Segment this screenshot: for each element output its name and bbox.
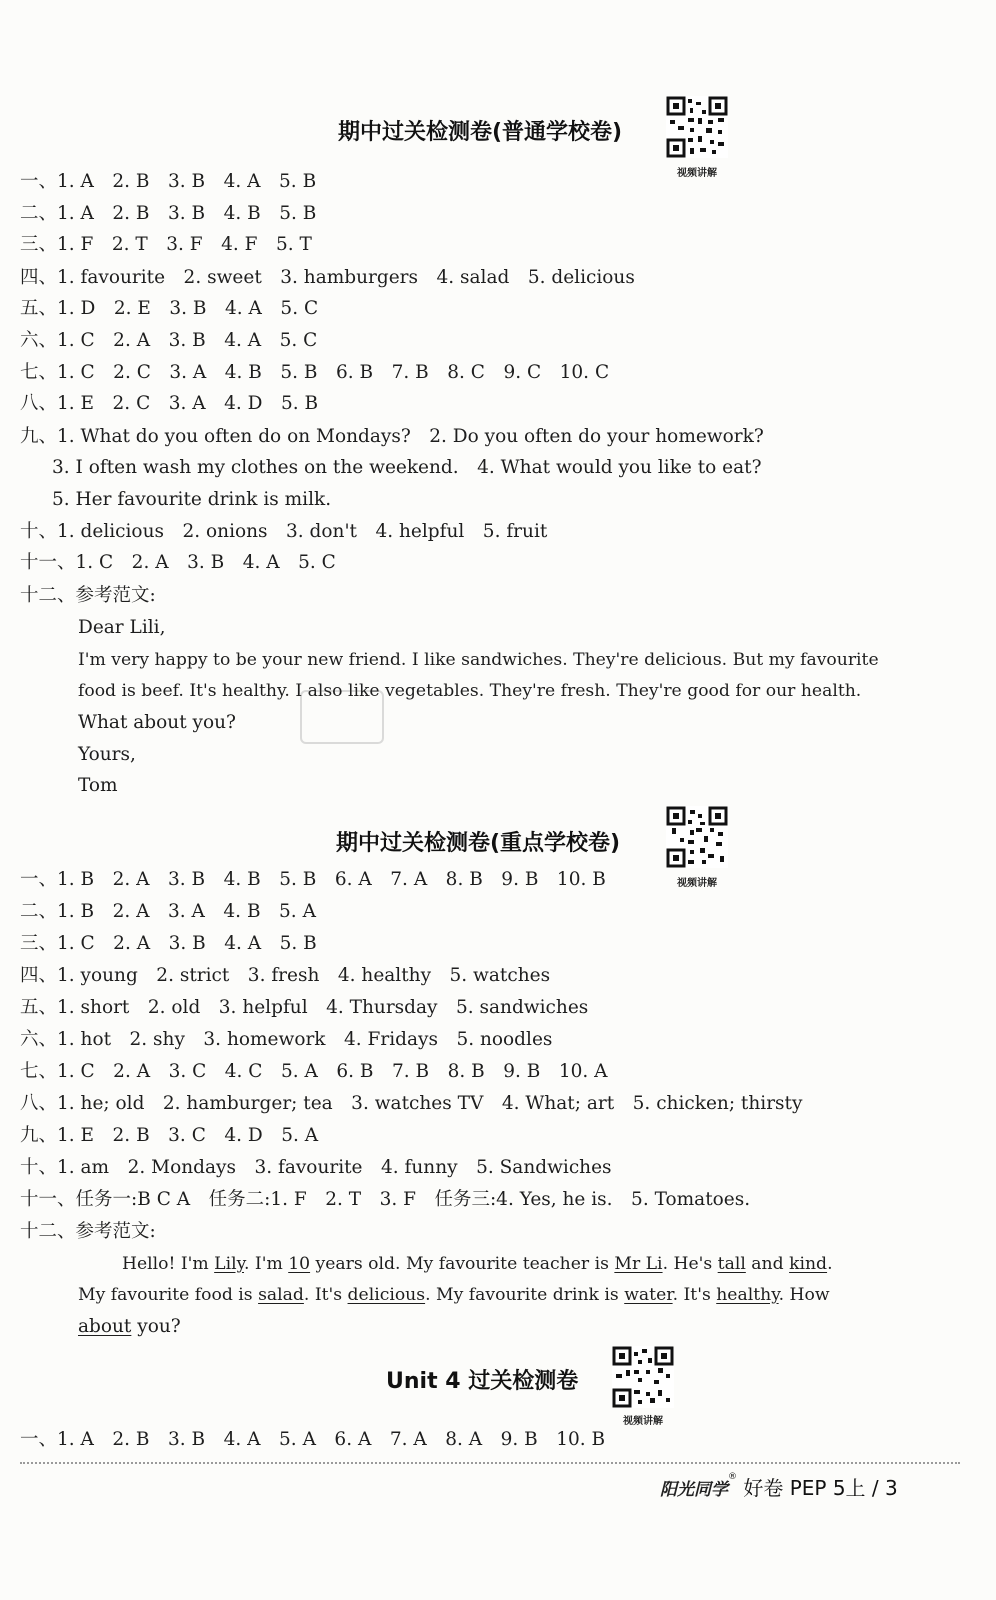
answer-line: 九、1. E 2. B 3. C 4. D 5. A bbox=[20, 1125, 319, 1146]
qr-code-icon[interactable] bbox=[666, 806, 728, 868]
answer-line: 六、1. hot 2. shy 3. homework 4. Fridays 5. noodles bbox=[20, 1029, 553, 1050]
essay-line: What about you? bbox=[78, 712, 236, 733]
section-title-midterm-regular: 期中过关检测卷(普通学校卷) bbox=[338, 120, 623, 145]
answer-line: 七、1. C 2. A 3. C 4. C 5. A 6. B 7. B 8. B 9. B 10. A bbox=[20, 1061, 608, 1082]
answer-line: 一、1. A 2. B 3. B 4. A 5. A 6. A 7. A 8. A 9. B 10. B bbox=[20, 1429, 606, 1450]
answer-line: 二、1. B 2. A 3. A 4. B 5. A bbox=[20, 901, 316, 922]
qr-caption: 视频讲解 bbox=[623, 1416, 663, 1427]
registered-mark: ® bbox=[728, 1472, 737, 1482]
answer-line: 一、1. B 2. A 3. B 4. B 5. B 6. A 7. A 8. B 9. B 10. B bbox=[20, 869, 606, 890]
essay-line: Tom bbox=[78, 775, 118, 796]
qr-code-icon[interactable] bbox=[666, 96, 728, 158]
section-title-midterm-key: 期中过关检测卷(重点学校卷) bbox=[336, 831, 621, 856]
answer-line: 九、1. What do you often do on Mondays? 2. Do you often do your homework? bbox=[20, 426, 764, 447]
essay-line: Hello! I'm Lily. I'm 10 years old. My favourite teacher is Mr Li. He's tall and kind. bbox=[122, 1254, 833, 1274]
essay-line: about you? bbox=[78, 1316, 181, 1337]
answer-line: 三、1. C 2. A 3. B 4. A 5. B bbox=[20, 933, 317, 954]
answer-line: 七、1. C 2. C 3. A 4. B 5. B 6. B 7. B 8. C 9. C 10. C bbox=[20, 362, 610, 383]
answer-line: 十、1. am 2. Mondays 3. favourite 4. funny 5. Sandwiches bbox=[20, 1157, 612, 1178]
answer-line: 四、1. favourite 2. sweet 3. hamburgers 4. salad 5. delicious bbox=[20, 267, 635, 288]
answer-line: 三、1. F 2. T 3. F 4. F 5. T bbox=[20, 234, 312, 255]
essay-line: My favourite food is salad. It's delicious. My favourite drink is water. It's healthy. How bbox=[78, 1285, 830, 1305]
answer-line: 六、1. C 2. A 3. B 4. A 5. C bbox=[20, 330, 318, 351]
answer-line: 十二、参考范文: bbox=[20, 585, 156, 606]
page-footer bbox=[660, 1472, 898, 1501]
qr-caption: 视频讲解 bbox=[677, 168, 717, 179]
answer-line: 八、1. he; old 2. hamburger; tea 3. watches TV 4. What; art 5. chicken; thirsty bbox=[20, 1093, 803, 1114]
qr-code-icon[interactable] bbox=[612, 1346, 674, 1408]
answer-line: 五、1. D 2. E 3. B 4. A 5. C bbox=[20, 298, 319, 319]
footer-text: 好卷 PEP 5上 / 3 bbox=[743, 1476, 898, 1500]
divider bbox=[20, 1462, 960, 1464]
answer-line: 5. Her favourite drink is milk. bbox=[52, 489, 332, 510]
answer-line: 3. I often wash my clothes on the weekend. 4. What would you like to eat? bbox=[52, 457, 762, 478]
stamp-watermark bbox=[300, 690, 384, 744]
answer-line: 八、1. E 2. C 3. A 4. D 5. B bbox=[20, 393, 319, 414]
answer-line: 十二、参考范文: bbox=[20, 1221, 156, 1242]
answer-line: 二、1. A 2. B 3. B 4. B 5. B bbox=[20, 203, 317, 224]
answer-line: 十一、任务一:B C A 任务二:1. F 2. T 3. F 任务三:4. Yes, he is. 5. Tomatoes. bbox=[20, 1189, 751, 1210]
brand-logo: 阳光同学 bbox=[660, 1480, 728, 1500]
answer-line: 五、1. short 2. old 3. helpful 4. Thursday 5. sandwiches bbox=[20, 997, 589, 1018]
essay-line: Dear Lili, bbox=[78, 617, 166, 638]
section-title-unit4: Unit 4 过关检测卷 bbox=[386, 1369, 579, 1394]
essay-line: food is beef. It's healthy. I also like vegetables. They're fresh. They're good for our health. bbox=[78, 681, 862, 701]
essay-line: I'm very happy to be your new friend. I like sandwiches. They're delicious. But my favourite bbox=[78, 650, 879, 670]
qr-caption: 视频讲解 bbox=[677, 878, 717, 889]
answer-line: 四、1. young 2. strict 3. fresh 4. healthy 5. watches bbox=[20, 965, 551, 986]
essay-line: Yours, bbox=[78, 744, 136, 765]
answer-line: 十、1. delicious 2. onions 3. don't 4. helpful 5. fruit bbox=[20, 521, 548, 542]
answer-line: 十一、1. C 2. A 3. B 4. A 5. C bbox=[20, 552, 336, 573]
answer-line: 一、1. A 2. B 3. B 4. A 5. B bbox=[20, 171, 317, 192]
